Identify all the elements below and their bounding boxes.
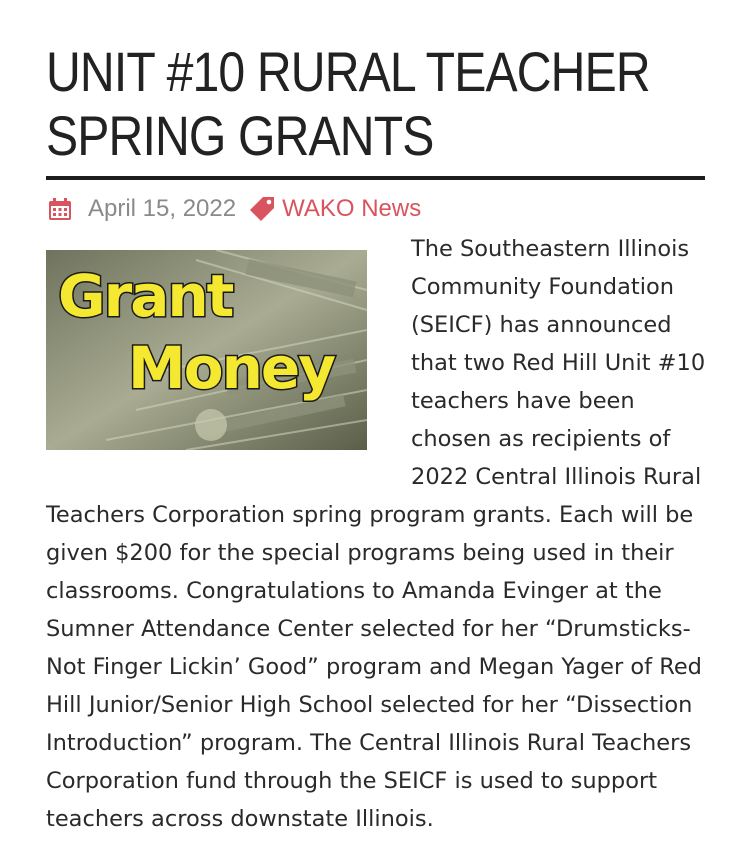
title-line-2: SPRING GRANTS [46,104,434,167]
image-text-grant: Grant [58,262,233,330]
post-meta [48,193,421,225]
article-body [46,230,710,838]
article-title [46,40,650,168]
category-link[interactable]: WAKO News [282,195,422,222]
title-divider [46,176,705,180]
calendar-icon [48,197,72,221]
title-line-1: UNIT #10 RURAL TEACHER [46,40,650,103]
post-date: April 15, 2022 [88,195,237,222]
image-float-spacer [46,230,411,494]
image-text-money: Money [128,334,334,402]
tag-icon [248,195,276,223]
body-paragraph: The Southeastern Illinois Community Foundation (SEICF) has announced that two Red Hill Unit #10 teachers have been chosen as recipients of 2022 Central Illinois Rural Teachers Corporation spring program grants. Each will be given $200 for the special programs being used in their classrooms. Congratulations to Amanda Evinger at the Sumner Attendance Center selected for her “Drumsticks-Not Finger Lickin’ Good” program and Megan Yager of Red Hill Junior/Senior High School selected for her “Dissection Introduction” program. The Central Illinois Rural Teachers Corporation fund through the SEICF is used to support teachers across downstate Illinois. [46,236,706,832]
